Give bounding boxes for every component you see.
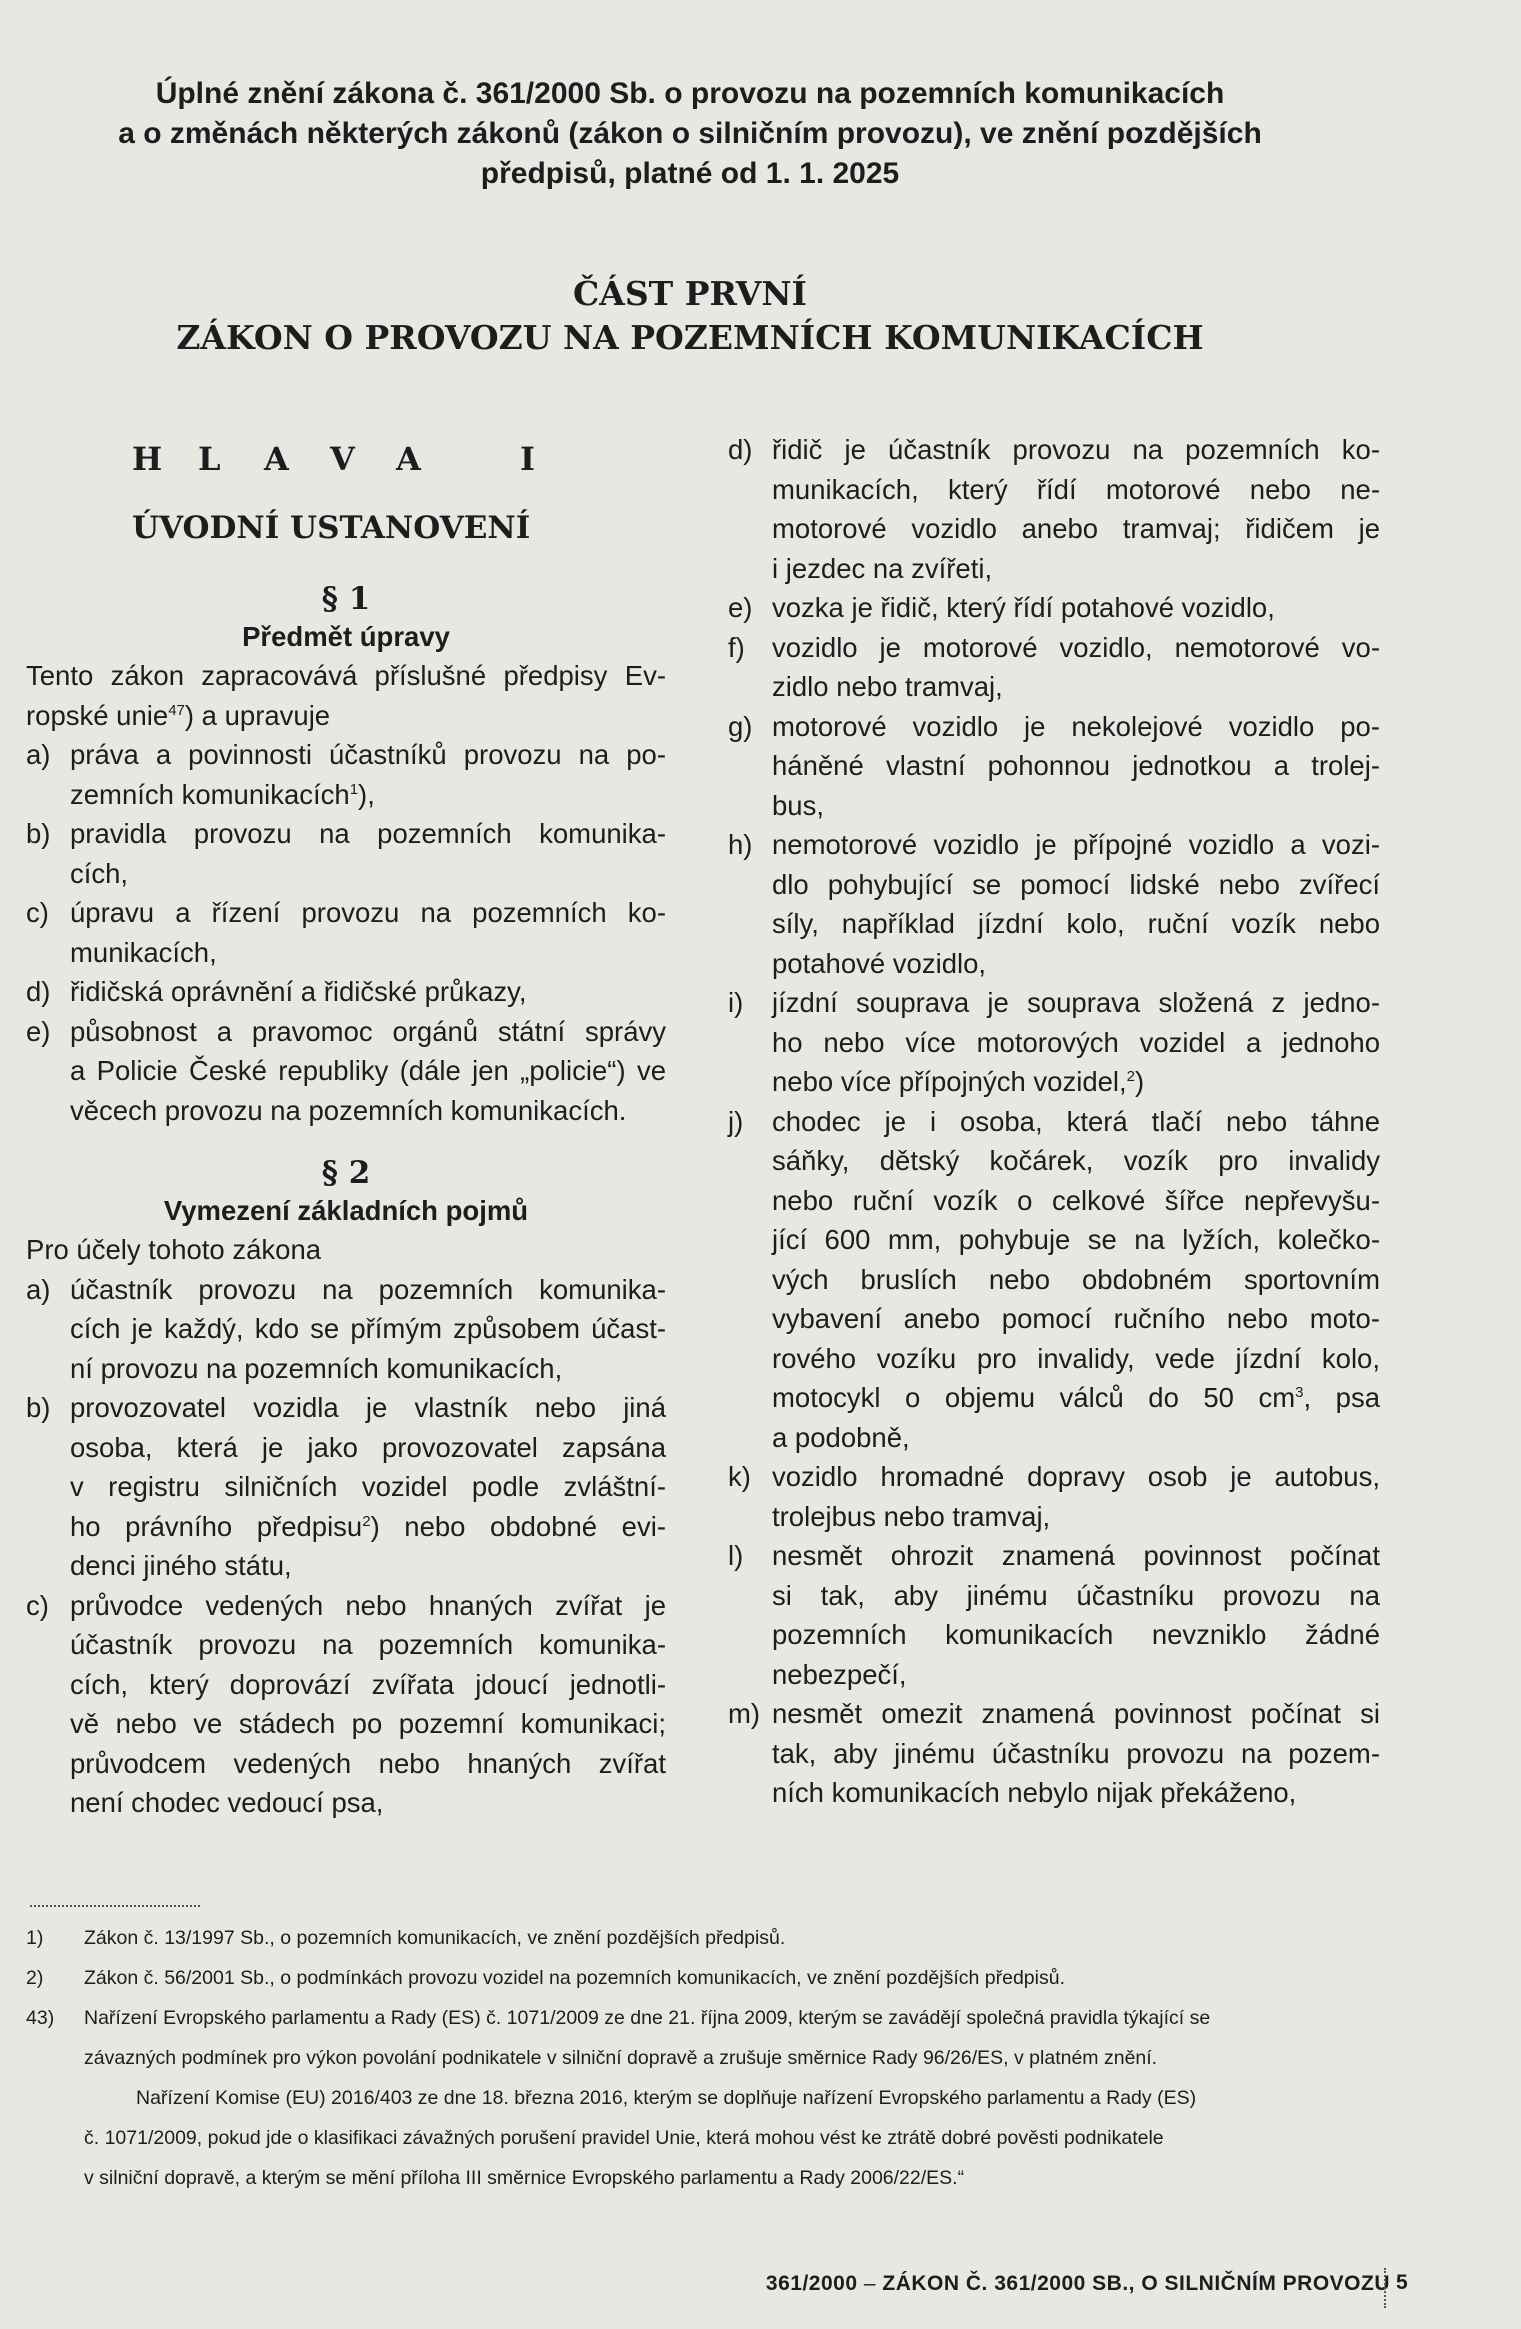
item-label: a): [26, 739, 51, 770]
chapter-title: ÚVODNÍ USTANOVENÍ: [132, 510, 531, 546]
text-line: průvodcem vedených nebo hnaných zvířat: [70, 1747, 666, 1779]
right-column: [728, 430, 1380, 1813]
item-label: k): [728, 1461, 751, 1492]
list-item: [728, 588, 1380, 628]
footnote-text: Zákon č. 13/1997 Sb., o pozemních komunikacích, ve znění pozdějších předpisů.: [84, 1927, 786, 1949]
section-intro: Pro účely tohoto zákona: [26, 1234, 322, 1265]
text-line: nebo ruční vozík o celkové šířce nepřevyšu-: [772, 1184, 1380, 1216]
footnote: [26, 1918, 1396, 1958]
text-line: a podobně,: [772, 1421, 910, 1453]
footnote-text: závazných podmínek pro výkon povolání podnikatele v silniční dopravě a zrušuje směrnice Rady 96/26/ES, v platném znění.: [84, 2047, 1158, 2069]
footnote-text: č. 1071/2009, pokud jde o klasifikaci závažných porušení pravidel Unie, která mohou vést ke ztrátě dobré pověsti podnikatele: [84, 2127, 1164, 2149]
text-line: věcech provozu na pozemních komunikacích.: [70, 1094, 627, 1126]
text-line: cích je každý, kdo se přímým způsobem účast-: [70, 1313, 666, 1344]
text-line: průvodce vedených nebo hnaných zvířat je: [70, 1589, 666, 1621]
part-label: ČÁST PRVNÍ: [572, 274, 807, 313]
text-line: motorové vozidlo je nekolejové vozidlo po-: [772, 710, 1380, 742]
section-title: Předmět úpravy: [242, 621, 450, 652]
text-line: ho nebo více motorových vozidel a jednoho: [772, 1026, 1380, 1058]
text-line: v registru silničních vozidel podle zvláštní-: [70, 1471, 666, 1502]
footnote-text: Zákon č. 56/2001 Sb., o podmínkách provozu vozidel na pozemních komunikacích, ve znění pozdějších předpisů.: [84, 1967, 1065, 1989]
text-line: vozidlo hromadné dopravy osob je autobus,: [772, 1461, 1380, 1492]
text-line: vozidlo je motorové vozidlo, nemotorové vo-: [772, 631, 1380, 663]
text-line: síly, například jízdní kolo, ruční vozík nebo: [772, 908, 1380, 939]
part-title: ZÁKON O PROVOZU NA POZEMNÍCH KOMUNIKACÍCH: [176, 318, 1204, 357]
section-sign: § 1: [321, 581, 371, 617]
title-line: Úplné znění zákona č. 361/2000 Sb. o provozu na pozemních komunikacích: [155, 77, 1225, 110]
text-line: působnost a pravomoc orgánů státní správy: [70, 1015, 666, 1047]
running-footer: [640, 2272, 1390, 2296]
section-title: Vymezení základních pojmů: [163, 1195, 529, 1226]
item-label: d): [728, 434, 753, 465]
list-item: [728, 1457, 1380, 1536]
law-code: 361/2000: [765, 2272, 858, 2295]
item-label: g): [728, 710, 753, 742]
list-item: [26, 1012, 666, 1131]
text-line: sáňky, dětský kočárek, vozík pro invalidy: [772, 1145, 1380, 1176]
item-label: j): [728, 1105, 744, 1137]
list-item: [728, 1536, 1380, 1694]
item-label: d): [26, 976, 51, 1007]
text-line: munikacích, který řídí motorové nebo ne-: [772, 473, 1380, 505]
text-line: nesmět ohrozit znamená povinnost počínat: [772, 1540, 1380, 1571]
footer-dash: –: [863, 2272, 877, 2295]
list-item: [26, 735, 666, 814]
chapter-letter: A: [264, 440, 289, 478]
list-item: [26, 972, 666, 1012]
text-line: nebo více přípojných vozidel,$^2$): [772, 1066, 1145, 1097]
list-item: [728, 983, 1380, 1102]
text-line: si tak, aby jinému účastníku provozu na: [772, 1579, 1380, 1611]
footnotes: [26, 1918, 1396, 2198]
item-label: l): [728, 1540, 744, 1571]
page-number: 5: [1384, 2268, 1436, 2308]
footnote-text: v silniční dopravě, a kterým se mění příloha III směrnice Evropského parlamentu a Rady 2006/22/ES.“: [84, 2167, 965, 2189]
text-line: ropské unie$^{47}$) a upravuje: [26, 699, 331, 731]
footnote: [26, 1958, 1396, 1998]
footnote-separator: [30, 1905, 200, 1907]
text-line: osoba, která je jako provozovatel zapsána: [70, 1431, 666, 1463]
text-line: zidlo nebo tramvaj,: [772, 671, 1003, 702]
footnote-number: 43): [26, 2007, 55, 2029]
text-line: trolejbus nebo tramvaj,: [772, 1500, 1051, 1532]
list-item: [26, 814, 666, 893]
text-line: bus,: [772, 789, 824, 821]
item-label: e): [728, 592, 753, 623]
footnote-ref[interactable]: 2: [362, 1512, 371, 1530]
left-column: [26, 430, 666, 1823]
text-line: zemních komunikacích$^1$),: [70, 778, 375, 810]
item-label: a): [26, 1273, 51, 1305]
title-line: předpisů, platné od 1. 1. 2025: [480, 157, 900, 190]
text-line: ní provozu na pozemních komunikacích,: [70, 1352, 563, 1384]
text-line: provozovatel vozidla je vlastník nebo jiná: [70, 1392, 666, 1423]
item-label: m): [728, 1698, 761, 1729]
text-line: práva a povinnosti účastníků provozu na po-: [70, 739, 666, 770]
item-label: i): [728, 987, 744, 1018]
chapter-letter: H: [132, 440, 163, 478]
text-line: ních komunikacích nebylo nijak překáženo,: [772, 1777, 1297, 1808]
footnote: [26, 1998, 1396, 2078]
text-line: tak, aby jinému účastníku provozu na pozem-: [772, 1737, 1380, 1769]
text-line: háněné vlastní pohonnou jednotkou a trolej-: [772, 750, 1380, 781]
footnote-number: 1): [26, 1927, 44, 1949]
list-item: [26, 893, 666, 972]
text-line: řidič je účastník provozu na pozemních ko-: [772, 434, 1380, 465]
text-line: ho právního předpisu$^2$) nebo obdobné evi-: [70, 1510, 666, 1542]
document-title: [60, 74, 1320, 194]
list-item: [728, 430, 1380, 588]
footnote-continuation: [26, 2078, 1396, 2198]
text-line: vě nebo ve stádech po pozemní komunikaci;: [70, 1708, 666, 1739]
chapter-letter: A: [396, 440, 421, 478]
item-label: h): [728, 829, 753, 860]
text-line: munikacích,: [70, 936, 217, 968]
list-item: [728, 707, 1380, 826]
text-line: vybavení anebo pomocí ručního nebo moto-: [772, 1303, 1380, 1334]
list-item: [26, 1586, 666, 1823]
item-label: c): [26, 897, 49, 928]
chapter-letter: V: [330, 440, 355, 478]
list-item: [728, 825, 1380, 983]
superscript: 3: [1295, 1384, 1304, 1401]
text-line: rového vozíku pro invalidy, vede jízdní kolo,: [772, 1342, 1380, 1374]
text-line: cích, který doprovází zvířata jdoucí jednotli-: [70, 1668, 666, 1700]
footnote-text: Nařízení Komise (EU) 2016/403 ze dne 18. března 2016, kterým se doplňuje nařízení Evropského parlamentu a Rady (ES): [136, 2087, 1197, 2109]
item-label: c): [26, 1589, 49, 1621]
text-line: pozemních komunikacích nevzniklo žádné: [772, 1619, 1380, 1650]
text-line: není chodec vedoucí psa,: [70, 1787, 384, 1818]
text-line: chodec je i osoba, která tlačí nebo táhne: [772, 1105, 1380, 1137]
text-line: řidičská oprávnění a řidičské průkazy,: [70, 976, 527, 1007]
item-label: f): [728, 631, 745, 663]
text-line: jízdní souprava je souprava složená z jedno-: [772, 987, 1380, 1018]
text-line: jící 600 mm, pohybuje se na lyžích, kolečko-: [772, 1224, 1380, 1255]
footnote-ref[interactable]: 47: [168, 701, 185, 719]
text-line: nebezpečí,: [772, 1658, 907, 1690]
text-line: nesmět omezit znamená povinnost počínat si: [772, 1698, 1380, 1729]
text-line: účastník provozu na pozemních komunika-: [70, 1273, 666, 1305]
section-sign: § 2: [321, 1155, 371, 1191]
list-item: [26, 1270, 666, 1389]
item-label: b): [26, 818, 51, 849]
part-heading: [60, 272, 1320, 360]
text-line: cích,: [70, 857, 129, 889]
text-line: úpravu a řízení provozu na pozemních ko-: [70, 897, 666, 928]
footnote-text: Nařízení Evropského parlamentu a Rady (ES) č. 1071/2009 ze dne 21. října 2009, kterým se zavádějí společná pravidla týkající se: [84, 2007, 1211, 2029]
text-line: i jezdec na zvířeti,: [772, 552, 993, 584]
text-line: nemotorové vozidlo je přípojné vozidlo a vozi-: [772, 829, 1380, 860]
text-line: denci jiného státu,: [70, 1550, 292, 1581]
text-line: motocykl o objemu válců do 50 $cm^3$, psa: [772, 1382, 1381, 1413]
list-item: [728, 1694, 1380, 1813]
chapter-number: I: [520, 440, 535, 478]
text-line: motorové vozidlo anebo tramvaj; řidičem je: [772, 513, 1380, 544]
item-label: e): [26, 1015, 51, 1047]
chapter-label: [26, 430, 666, 488]
text-line: vozka je řidič, který řídí potahové vozidlo,: [772, 592, 1275, 623]
list-item: [26, 1388, 666, 1586]
text-line: potahové vozidlo,: [772, 947, 987, 979]
text-line: účastník provozu na pozemních komunika-: [70, 1629, 666, 1660]
list-item: [728, 1102, 1380, 1458]
text-line: vých bruslích nebo obdobném sportovním: [772, 1263, 1380, 1295]
text-line: pravidla provozu na pozemních komunika-: [70, 818, 666, 849]
footer-text: ZÁKON Č. 361/2000 SB., O SILNIČNÍM PROVOZU: [882, 2272, 1390, 2295]
footnote-number: 2): [26, 1967, 44, 1989]
list-item: [728, 628, 1380, 707]
footnote-ref[interactable]: 1: [349, 780, 359, 798]
chapter-letter: L: [198, 440, 221, 478]
text-line: Tento zákon zapracovává příslušné předpisy Ev-: [26, 660, 666, 691]
text-line: a Policie České republiky (dále jen „policie“) ve: [70, 1055, 666, 1086]
section-intro: [26, 656, 666, 735]
text-line: dlo pohybující se pomocí lidské nebo zvířecí: [772, 868, 1380, 900]
title-line: a o změnách některých zákonů (zákon o silničním provozu), ve znění pozdějších: [118, 117, 1262, 150]
item-label: b): [26, 1392, 51, 1423]
footnote-ref[interactable]: 2: [1126, 1068, 1135, 1085]
